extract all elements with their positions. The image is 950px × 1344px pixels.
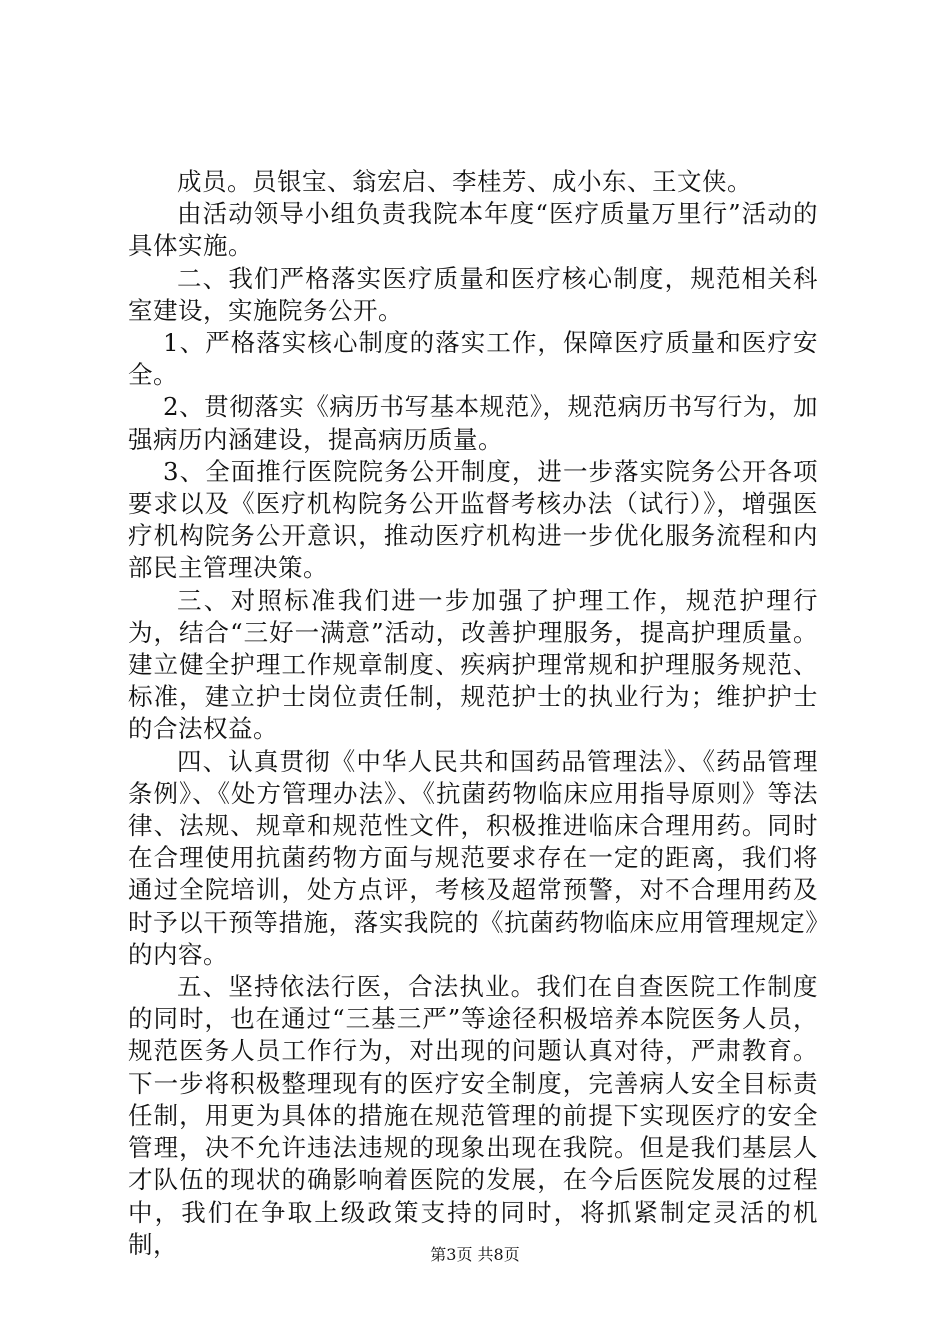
paragraph-leadership-group: 由活动领导小组负责我院本年度“医疗质量万里行”活动的具体实施。 [128, 199, 818, 261]
paragraph-item-2: 2、贯彻落实《病历书写基本规范》，规范病历书写行为，加强病历内涵建设，提高病历质量。 [128, 392, 818, 454]
paragraph-section-three: 三、对照标准我们进一步加强了护理工作，规范护理行为，结合“三好一满意”活动，改善护理服务，提高护理质量。建立健全护理工作规章制度、疾病护理常规和护理服务规范、标准，建立护士岗位责任制，规范护士的执业行为；维护护士的合法权益。 [128, 585, 818, 744]
paragraph-section-four: 四、认真贯彻《中华人民共和国药品管理法》、《药品管理条例》、《处方管理办法》、《抗菌药物临床应用指导原则》等法律、法规、规章和规范性文件，积极推进临床合理用药。同时在合理使用抗菌药物方面与规范要求存在一定的距离，我们将通过全院培训，处方点评，考核及超常预警，对不合理用药及时予以干预等措施，落实我院的《抗菌药物临床应用管理规定》的内容。 [128, 746, 818, 969]
paragraph-item-1: 1、严格落实核心制度的落实工作，保障医疗质量和医疗安全。 [128, 328, 818, 390]
paragraph-members: 成员。员银宝、翁宏启、李桂芳、成小东、王文侠。 [177, 167, 752, 196]
page-number-footer: 第3页 共8页 [430, 1245, 520, 1264]
paragraph-section-two: 二、我们严格落实医疗质量和医疗核心制度，规范相关科室建设，实施院务公开。 [128, 263, 818, 325]
document-body [128, 166, 818, 1261]
paragraph-item-3: 3、全面推行医院院务公开制度，进一步落实院务公开各项要求以及《医疗机构院务公开监督考核办法（试行）》，增强医疗机构院务公开意识，推动医疗机构进一步优化服务流程和内部民主管理决策。 [128, 456, 818, 583]
paragraph-section-five: 五、坚持依法行医，合法执业。我们在自查医院工作制度的同时，也在通过“三基三严”等途径积极培养本院医务人员，规范医务人员工作行为，对出现的问题认真对待，严肃教育。下一步将积极整理现有的医疗安全制度，完善病人安全目标责任制，用更为具体的措施在规范管理的前提下实现医疗的安全管理，决不允许违法违规的现象出现在我院。但是我们基层人才队伍的现状的确影响着医院的发展，在今后医院发展的过程中，我们在争取上级政策支持的同时，将抓紧制定灵活的机制， [128, 972, 818, 1259]
